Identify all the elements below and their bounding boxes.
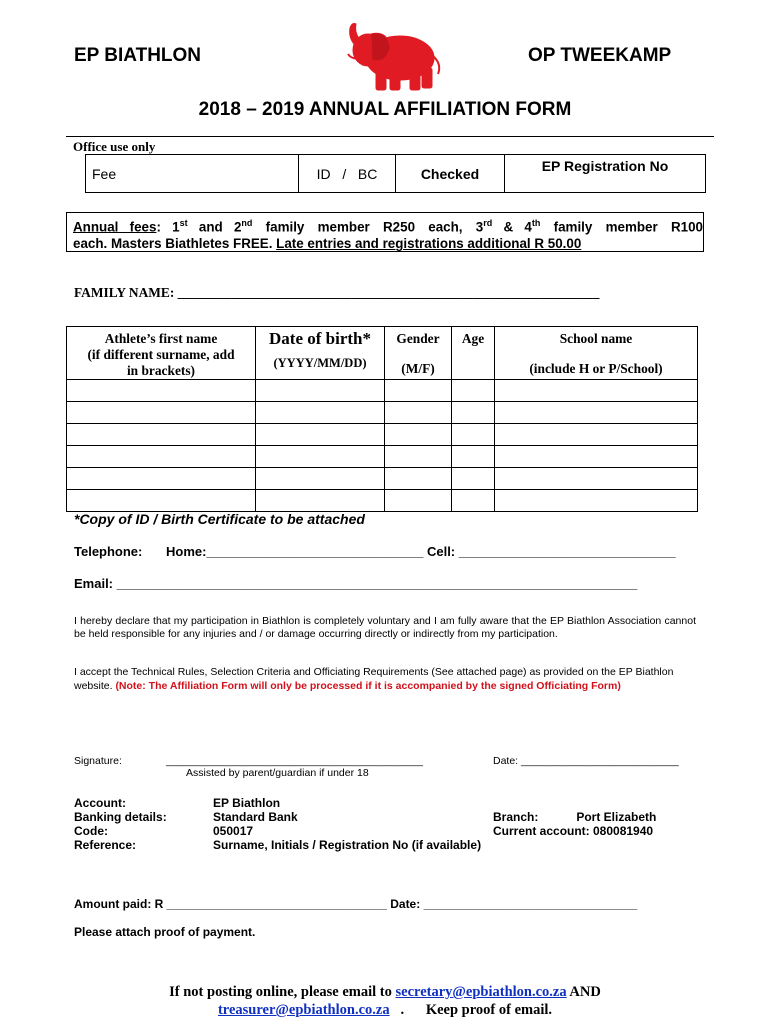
cell-input[interactable] [495, 490, 698, 512]
reference-label: Reference: [74, 838, 137, 852]
ep-registration-cell: EP Registration No [505, 155, 706, 193]
table-row [67, 424, 698, 446]
proof-of-payment: Please attach proof of payment. [74, 925, 256, 939]
cell-input[interactable] [67, 446, 256, 468]
header-text: School name [559, 331, 633, 346]
id-bc-cell: ID / BC [299, 155, 396, 193]
cell-input[interactable] [256, 446, 385, 468]
col-age-header: Age [452, 327, 495, 380]
cell-input[interactable] [385, 446, 452, 468]
table-row [67, 490, 698, 512]
divider [66, 136, 714, 137]
table-row [67, 468, 698, 490]
signature-date-field[interactable]: Date: ___________________________ [493, 755, 679, 767]
footer-text: AND [566, 984, 601, 1000]
annual-fees-line2 [73, 235, 703, 252]
office-use-label: Office use only [73, 139, 156, 154]
annual-fees-box [66, 212, 704, 252]
cell-input[interactable] [385, 424, 452, 446]
header-text: (include H or P/School) [529, 361, 663, 376]
cell-input[interactable] [452, 402, 495, 424]
cell-input[interactable] [495, 468, 698, 490]
fees-sup: rd [483, 218, 493, 228]
id-copy-note: *Copy of ID / Birth Certificate to be attached [74, 511, 365, 527]
cell-input[interactable] [495, 380, 698, 402]
cell-input[interactable] [495, 424, 698, 446]
athletes-table-header [67, 327, 698, 380]
cell-input[interactable] [67, 402, 256, 424]
form-title: 2018 – 2019 ANNUAL AFFILIATION FORM [198, 99, 572, 120]
code-value: 050017 [213, 824, 254, 838]
fees-text: and 2 [187, 219, 242, 235]
footer [0, 983, 770, 1019]
assisted-note: Assisted by parent/guardian if under 18 [186, 767, 369, 779]
banking-labels [74, 796, 167, 852]
account-label: Account: [74, 796, 126, 810]
cell-input[interactable] [385, 402, 452, 424]
declaration-paragraph: I hereby declare that my participation in Biathlon is completely voluntary and I am fully aware that the EP Biathlon Association cannot be held responsible for any injuries and / or damage occurring directly or indirectly from my participation. [74, 615, 696, 641]
fees-text: & 4 [492, 219, 532, 235]
fees-masters: each. Masters Biathletes FREE. [73, 236, 277, 252]
cell-input[interactable] [256, 380, 385, 402]
fees-text: : 1 [156, 219, 180, 235]
branch-block [493, 810, 656, 838]
amount-paid-field[interactable]: Amount paid: R _________________________________ Date: ________________________________ [74, 897, 638, 911]
cell-input[interactable] [452, 490, 495, 512]
cell-input[interactable] [256, 490, 385, 512]
fees-sup: st [179, 218, 188, 228]
cell-input[interactable] [452, 468, 495, 490]
cell-input[interactable] [256, 424, 385, 446]
table-row [67, 380, 698, 402]
header-left-title: EP BIATHLON [74, 45, 202, 66]
account-value: EP Biathlon [213, 796, 281, 810]
cell-input[interactable] [67, 468, 256, 490]
header-text: (M/F) [401, 361, 435, 376]
col-date-of-birth-header [256, 327, 385, 380]
signature-label: Signature: [74, 755, 122, 767]
header-text: in brackets) [126, 363, 196, 378]
cell-input[interactable] [452, 446, 495, 468]
header-text: (if different surname, add [87, 347, 235, 362]
col-school-header [495, 327, 698, 380]
officiating-note: (Note: The Affiliation Form will only be processed if it is accompanied by the signed Officiating Form) [115, 680, 621, 692]
cell-input[interactable] [67, 424, 256, 446]
rules-paragraph [74, 665, 696, 693]
banking-values [213, 796, 481, 852]
cell-input[interactable] [452, 380, 495, 402]
header-text: Gender [396, 331, 440, 346]
header-text: Athlete’s first name [104, 331, 218, 346]
family-name-field[interactable]: FAMILY NAME: _______________________________________________________________ [74, 285, 600, 300]
cell-input[interactable] [385, 380, 452, 402]
athletes-table [66, 326, 698, 512]
banking-details-label: Banking details: [74, 810, 167, 824]
cell-input[interactable] [452, 424, 495, 446]
footer-text: . Keep proof of email. [389, 1002, 553, 1018]
table-row [67, 446, 698, 468]
fees-text: family member R100 [540, 219, 703, 235]
branch-label: Branch: [493, 810, 539, 824]
col-athlete-name-header [67, 327, 256, 380]
fee-cell: Fee [86, 155, 299, 193]
signature-line[interactable]: ____________________________________________ [166, 755, 423, 767]
fees-sup: th [531, 218, 541, 228]
bank-value: Standard Bank [213, 810, 298, 824]
annual-fees-label: Annual fees [73, 219, 157, 235]
fees-text: family member R250 each, 3 [252, 219, 484, 235]
rules-text: I accept the Technical Rules, Selection Criteria and Officiating Requirements (See attached page) as provided on the EP Biathlon website. [74, 666, 674, 692]
cell-input[interactable] [67, 380, 256, 402]
footer-text: If not posting online, please email to [169, 984, 396, 1000]
cell-input[interactable] [495, 402, 698, 424]
treasurer-email-link[interactable]: treasurer@epbiathlon.co.za [217, 1002, 390, 1018]
office-use-table [85, 154, 706, 193]
secretary-email-link[interactable]: secretary@epbiathlon.co.za [395, 984, 567, 1000]
header-text: Date of birth* [269, 329, 371, 348]
cell-input[interactable] [385, 490, 452, 512]
table-row [67, 402, 698, 424]
cell-input[interactable] [256, 402, 385, 424]
cell-input[interactable] [256, 468, 385, 490]
code-label: Code: [74, 824, 108, 838]
header-text: (YYYY/MM/DD) [273, 356, 367, 370]
current-account: Current account: 080081940 [493, 824, 654, 838]
reference-value: Surname, Initials / Registration No (if available) [213, 838, 482, 852]
telephone-label: Telephone: [74, 544, 143, 559]
branch-value: Port Elizabeth [576, 810, 657, 824]
col-gender-header [385, 327, 452, 380]
cell-input[interactable] [495, 446, 698, 468]
email-field[interactable]: Email: ________________________________________________________________________ [74, 576, 638, 591]
checked-cell: Checked [396, 155, 505, 193]
header-right-title: OP TWEEKAMP [528, 45, 672, 66]
elephant-icon [338, 20, 446, 92]
cell-input[interactable] [67, 490, 256, 512]
annual-fees-line1 [73, 215, 703, 235]
fees-sup: nd [241, 218, 253, 228]
phone-fields[interactable]: Home:______________________________ Cell: ______________________________ [166, 544, 676, 559]
cell-input[interactable] [385, 468, 452, 490]
fees-late-entries: Late entries and registrations additional R 50.00 [276, 236, 582, 252]
